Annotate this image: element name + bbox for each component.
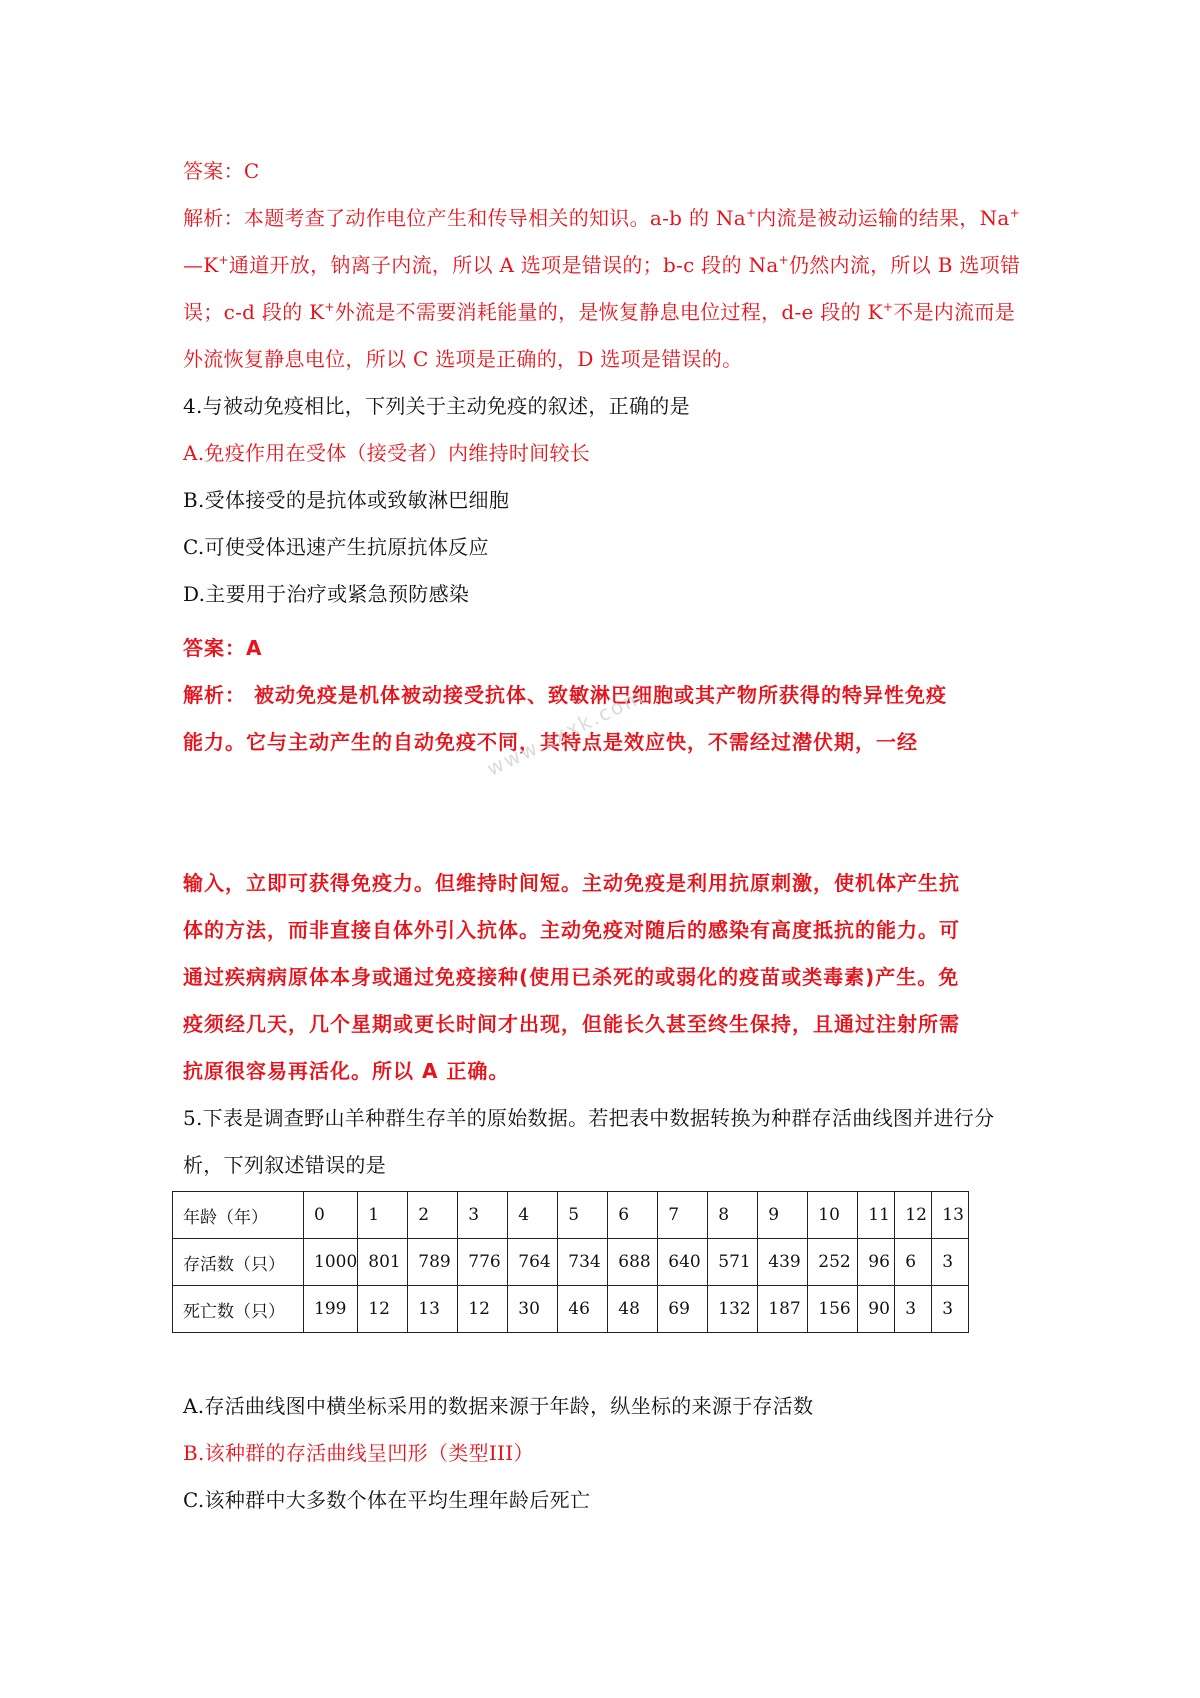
table-cell: 571 [708,1239,758,1286]
table-cell: 12 [358,1286,408,1333]
table-cell: 3 [458,1192,508,1239]
row-header: 存活数（只） [173,1239,304,1286]
table-cell: 5 [558,1192,608,1239]
q4-option-c: C.可使受体迅速产生抗原抗体反应 [183,535,489,559]
q3-explanation-line-1: 解析：本题考查了动作电位产生和传导相关的知识。a-b 的 Na+内流是被动运输的结果，Na+ [183,206,1020,230]
table-cell: 776 [458,1239,508,1286]
survival-data-table [172,1191,969,1333]
q3-explanation-line-2: —K+通道开放，钠离子内流，所以 A 选项是错误的；b-c 段的 Na+仍然内流，所以 B 选项错 [183,253,1021,277]
table-cell: 13 [408,1286,458,1333]
table-cell: 640 [658,1239,708,1286]
q4-answer: 答案：A [183,636,263,660]
watermark: www.zxxk.com [482,683,649,781]
table-row-deaths [173,1286,969,1333]
table-cell: 6 [895,1239,932,1286]
table-cell: 46 [558,1286,608,1333]
table-cell: 9 [758,1192,808,1239]
q4-explanation-line-3: 输入，立即可获得免疫力。但维持时间短。主动免疫是利用抗原刺激，使机体产生抗 [183,871,960,895]
table-cell: 187 [758,1286,808,1333]
q4-explanation-line-6: 疫须经几天，几个星期或更长时间才出现，但能长久甚至终生保持，且通过注射所需 [183,1012,960,1036]
table-row-age [173,1192,969,1239]
table-cell: 12 [458,1286,508,1333]
table-cell: 96 [858,1239,895,1286]
table-cell: 801 [358,1239,408,1286]
table-cell: 4 [508,1192,558,1239]
q4-explanation-line-7: 抗原很容易再活化。所以 A 正确。 [183,1059,510,1083]
table-cell: 439 [758,1239,808,1286]
row-header: 年龄（年） [173,1192,304,1239]
table-cell: 199 [304,1286,358,1333]
q4-explanation-line-2: 能力。它与主动产生的自动免疫不同，其特点是效应快，不需经过潜伏期，一经 [183,730,918,754]
q5-stem-line-1: 5.下表是调查野山羊种群生存羊的原始数据。若把表中数据转换为种群存活曲线图并进行分 [183,1106,995,1130]
table-row-survivors [173,1239,969,1286]
q4-stem: 4.与被动免疫相比，下列关于主动免疫的叙述，正确的是 [183,394,690,418]
q5-option-c: C.该种群中大多数个体在平均生理年龄后死亡 [183,1488,591,1512]
q4-explanation-line-4: 体的方法，而非直接自体外引入抗体。主动免疫对随后的感染有高度抵抗的能力。可 [183,918,960,942]
table-cell: 6 [608,1192,658,1239]
table-cell: 3 [932,1286,969,1333]
table-cell: 1 [358,1192,408,1239]
q4-explanation-line-5: 通过疾病病原体本身或通过免疫接种(使用已杀死的或弱化的疫苗或类毒素)产生。免 [183,965,960,989]
table-cell: 69 [658,1286,708,1333]
table-cell: 48 [608,1286,658,1333]
table-cell: 12 [895,1192,932,1239]
table-cell: 11 [858,1192,895,1239]
q5-option-a: A.存活曲线图中横坐标采用的数据来源于年龄，纵坐标的来源于存活数 [183,1394,814,1418]
q3-answer: 答案：C [183,159,260,183]
table-cell: 156 [808,1286,858,1333]
table-cell: 90 [858,1286,895,1333]
table-cell: 3 [932,1239,969,1286]
q5-stem-line-2: 析，下列叙述错误的是 [183,1153,386,1177]
table-cell: 7 [658,1192,708,1239]
q4-explanation-line-1: 解析： 被动免疫是机体被动接受抗体、致敏淋巴细胞或其产物所获得的特异性免疫 [183,683,947,707]
table-cell: 10 [808,1192,858,1239]
table-cell: 252 [808,1239,858,1286]
row-header: 死亡数（只） [173,1286,304,1333]
table-cell: 0 [304,1192,358,1239]
q3-explanation-line-4: 外流恢复静息电位，所以 C 选项是正确的，D 选项是错误的。 [183,347,743,371]
table-cell: 13 [932,1192,969,1239]
table-cell: 789 [408,1239,458,1286]
q4-option-d: D.主要用于治疗或紧急预防感染 [183,582,470,606]
table-cell: 8 [708,1192,758,1239]
table-cell: 1000 [304,1239,358,1286]
q5-option-b: B.该种群的存活曲线呈凹形（类型III） [183,1441,534,1465]
q4-option-b: B.受体接受的是抗体或致敏淋巴细胞 [183,488,510,512]
table-cell: 3 [895,1286,932,1333]
table-cell: 132 [708,1286,758,1333]
table-cell: 2 [408,1192,458,1239]
table-cell: 764 [508,1239,558,1286]
table-cell: 30 [508,1286,558,1333]
table-cell: 734 [558,1239,608,1286]
table-cell: 688 [608,1239,658,1286]
q4-option-a: A.免疫作用在受体（接受者）内维持时间较长 [183,441,591,465]
q3-explanation-line-3: 误；c-d 段的 K+外流是不需要消耗能量的，是恢复静息电位过程，d-e 段的 K+不是内流而是 [183,300,1016,324]
